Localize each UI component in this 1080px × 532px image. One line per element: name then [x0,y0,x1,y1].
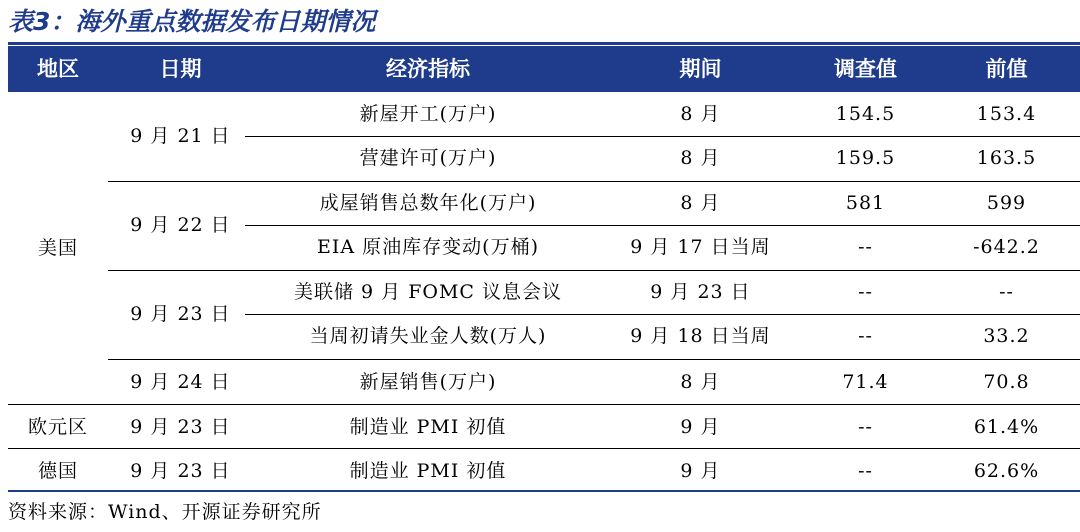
date-cell: 9 月 23 日 [130,460,231,482]
row-divider [108,270,1080,271]
previous-cell: 163.5 [976,147,1037,169]
date-cell: 9 月 23 日 [130,416,231,438]
survey-cell: -- [858,281,873,303]
survey-cell: -- [858,416,873,438]
period-cell: 8 月 [680,192,721,214]
row-divider [245,136,1080,137]
table-title: 表3：海外重点数据发布日期情况 [8,7,376,36]
previous-cell: -642.2 [973,236,1040,258]
table-bottom-rule [8,490,1080,492]
period-cell: 8 月 [680,371,721,393]
survey-cell: 71.4 [842,371,889,393]
row-divider [245,225,1080,226]
previous-cell: 33.2 [983,325,1030,347]
period-cell: 9 月 [680,416,721,438]
header-indicator: 经济指标 [386,57,470,81]
region-divider [8,448,1080,449]
table-header [8,46,1080,92]
period-cell: 8 月 [680,103,721,125]
previous-cell: 70.8 [983,371,1030,393]
period-cell: 9 月 23 日 [650,281,751,303]
previous-cell: 62.6% [973,460,1040,482]
period-cell: 9 月 [680,460,721,482]
indicator-cell: 新屋开工(万户) [359,103,497,125]
indicator-cell: 制造业 PMI 初值 [349,416,507,438]
survey-cell: -- [858,236,873,258]
indicator-cell: 当周初请失业金人数(万人) [309,325,547,347]
date-cell: 9 月 21 日 [130,125,231,147]
header-survey: 调查值 [834,57,897,81]
period-cell: 9 月 17 日当周 [630,236,771,258]
indicator-cell: 美联储 9 月 FOMC 议息会议 [294,281,562,303]
survey-cell: -- [858,460,873,482]
indicator-cell: 营建许可(万户) [359,147,497,169]
header-period: 期间 [679,57,722,81]
title-rule [8,42,1080,45]
region-us: 美国 [37,237,78,259]
survey-cell: -- [858,325,873,347]
previous-cell: 599 [986,192,1027,214]
survey-cell: 581 [845,192,886,214]
survey-cell: 154.5 [835,103,896,125]
indicator-cell: EIA 原油库存变动(万桶) [317,236,539,258]
survey-cell: 159.5 [835,147,896,169]
date-cell: 9 月 22 日 [130,214,231,236]
row-divider [108,359,1080,360]
header-previous: 前值 [985,57,1028,81]
previous-cell: 153.4 [976,103,1037,125]
previous-cell: 61.4% [973,416,1040,438]
indicator-cell: 制造业 PMI 初值 [349,460,507,482]
region-divider [8,404,1080,405]
source-note: 资料来源：Wind、开源证券研究所 [8,501,322,523]
region-germany: 德国 [37,460,78,482]
header-date: 日期 [159,57,202,81]
date-cell: 9 月 23 日 [130,303,231,325]
region-eurozone: 欧元区 [27,416,88,438]
previous-cell: -- [999,281,1014,303]
period-cell: 8 月 [680,147,721,169]
row-divider [245,314,1080,315]
header-region: 地区 [37,57,79,81]
row-divider [108,181,1080,182]
indicator-cell: 新屋销售(万户) [359,371,497,393]
period-cell: 9 月 18 日当周 [630,325,771,347]
indicator-cell: 成屋销售总数年化(万户) [319,192,537,214]
date-cell: 9 月 24 日 [130,371,231,393]
